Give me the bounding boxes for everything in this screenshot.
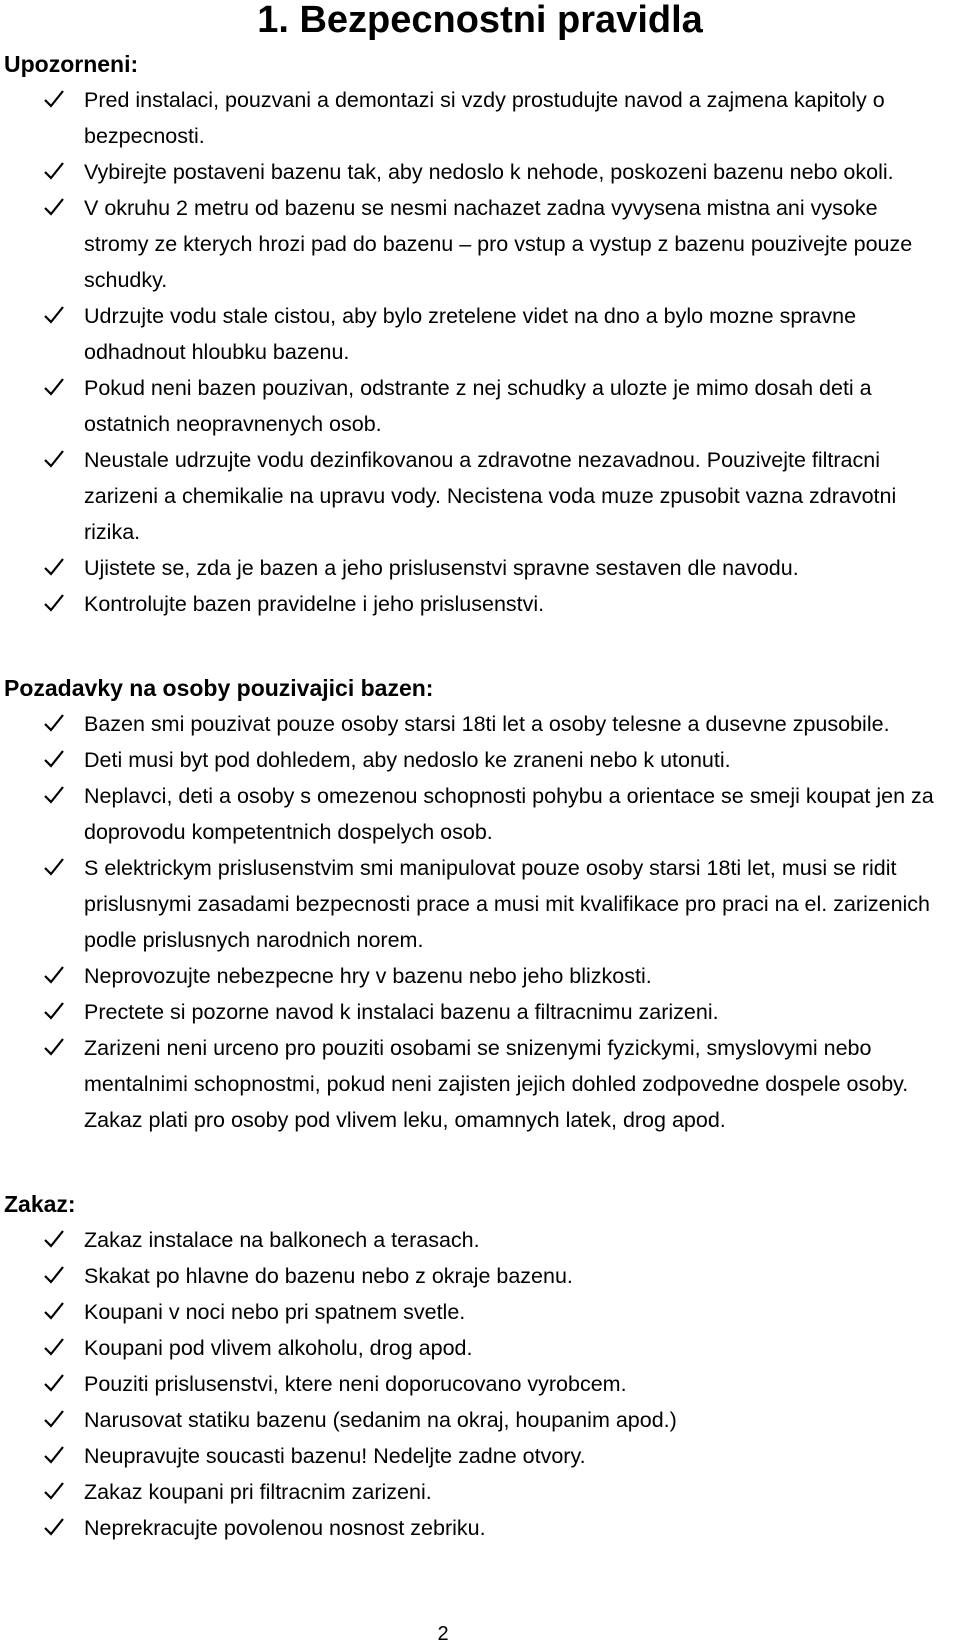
item-text: Neplavci, deti a osoby s omezenou schopnosti pohybu a orientace se smeji koupat jen za doprovodu kompetentnich dospelych osob.: [84, 784, 934, 844]
item-text: Prectete si pozorne navod k instalaci bazenu a filtracnimu zarizeni.: [84, 1000, 719, 1024]
item-list: [0, 82, 960, 622]
item-text: Bazen smi pouzivat pouze osoby starsi 18ti let a osoby telesne a dusevne zpusobile.: [84, 712, 890, 736]
document-title: 1. Bezpecnostni pravidla: [257, 0, 703, 41]
list-item: [0, 442, 960, 550]
item-text: S elektrickym prislusenstvim smi manipulovat pouze osoby starsi 18ti let, musi se ridit prislusnymi zasadami bezpecnosti prace a musi mit kvalifikace pro praci na el. zarizenich podle prislusnych narodnich norem.: [84, 856, 931, 952]
checkmark-icon: [43, 1001, 65, 1021]
item-text: Skakat po hlavne do bazenu nebo z okraje bazenu.: [84, 1264, 573, 1288]
item-text: Koupani pod vlivem alkoholu, drog apod.: [84, 1336, 473, 1360]
list-item: [0, 370, 960, 442]
checkmark-icon: [43, 857, 65, 877]
item-text: Neprekracujte povolenou nosnost zebriku.: [84, 1516, 486, 1540]
checkmark-icon: [43, 557, 65, 577]
item-text: Zakaz instalace na balkonech a terasach.: [84, 1228, 480, 1252]
list-item: [0, 550, 960, 586]
section-heading: Pozadavky na osoby pouzivajici bazen:: [4, 675, 434, 701]
list-item: [0, 82, 960, 154]
checkmark-icon: [43, 1409, 65, 1429]
item-text: Koupani v noci nebo pri spatnem svetle.: [84, 1300, 466, 1324]
page-number: 2: [437, 1623, 449, 1645]
checkmark-icon: [43, 785, 65, 805]
checkmark-icon: [43, 1517, 65, 1537]
checkmark-icon: [43, 449, 65, 469]
checkmark-icon: [43, 749, 65, 769]
item-text: Zakaz koupani pri filtracnim zarizeni.: [84, 1480, 432, 1504]
section-pozadavky: [0, 672, 960, 1138]
checkmark-icon: [43, 965, 65, 985]
item-text: Udrzujte vodu stale cistou, aby bylo zretelene videt na dno a bylo mozne spravne odhadnout hloubku bazenu.: [84, 304, 857, 364]
list-item: [0, 1330, 960, 1366]
item-text: Pred instalaci, pouzvani a demontazi si vzdy prostudujte navod a zajmena kapitoly o bezpecnosti.: [84, 88, 885, 148]
item-list: [0, 706, 960, 1138]
list-item: [0, 742, 960, 778]
checkmark-icon: [43, 1265, 65, 1285]
checkmark-icon: [43, 1301, 65, 1321]
item-text: Pouziti prislusenstvi, ktere neni doporucovano vyrobcem.: [84, 1372, 627, 1396]
checkmark-icon: [43, 377, 65, 397]
checkmark-icon: [43, 713, 65, 733]
checkmark-icon: [43, 305, 65, 325]
item-text: Ujistete se, zda je bazen a jeho prislusenstvi spravne sestaven dle navodu.: [84, 556, 799, 580]
checkmark-icon: [43, 1037, 65, 1057]
checkmark-icon: [43, 89, 65, 109]
list-item: [0, 778, 960, 850]
list-item: [0, 1474, 960, 1510]
checkmark-icon: [43, 593, 65, 613]
item-text: V okruhu 2 metru od bazenu se nesmi nachazet zadna vyvysena mistna ani vysoke stromy ze kterych hrozi pad do bazenu – pro vstup a vystup z bazenu pouzivejte pouze schudky.: [84, 196, 913, 292]
section-zakaz: [0, 1188, 960, 1546]
item-text: Neprovozujte nebezpecne hry v bazenu nebo jeho blizkosti.: [84, 964, 652, 988]
list-item: [0, 154, 960, 190]
list-item: [0, 1438, 960, 1474]
checkmark-icon: [43, 161, 65, 181]
checkmark-icon: [43, 1481, 65, 1501]
list-item: [0, 1258, 960, 1294]
checkmark-icon: [43, 197, 65, 217]
item-text: Pokud neni bazen pouzivan, odstrante z nej schudky a ulozte je mimo dosah deti a ostatnich neopravnenych osob.: [84, 376, 872, 436]
item-text: Zarizeni neni urceno pro pouziti osobami se snizenymi fyzickymi, smyslovymi nebo mentalnimi schopnostmi, pokud neni zajisten jejich dohled zodpovedne dospele osoby. Zakaz plati pro osoby pod vlivem leku, omamnych latek, drog apod.: [84, 1036, 909, 1132]
list-item: [0, 586, 960, 622]
list-item: [0, 706, 960, 742]
list-item: [0, 190, 960, 298]
list-item: [0, 1030, 960, 1138]
checkmark-icon: [43, 1337, 65, 1357]
list-item: [0, 298, 960, 370]
section-upozorneni: [0, 48, 960, 622]
section-heading: Zakaz:: [4, 1191, 76, 1217]
list-item: [0, 1510, 960, 1546]
list-item: [0, 958, 960, 994]
item-text: Narusovat statiku bazenu (sedanim na okraj, houpanim apod.): [84, 1408, 677, 1432]
list-item: [0, 850, 960, 958]
checkmark-icon: [43, 1229, 65, 1249]
item-text: Vybirejte postaveni bazenu tak, aby nedoslo k nehode, poskozeni bazenu nebo okoli.: [84, 160, 894, 184]
list-item: [0, 1402, 960, 1438]
item-text: Kontrolujte bazen pravidelne i jeho prislusenstvi.: [84, 592, 545, 616]
checkmark-icon: [43, 1373, 65, 1393]
item-text: Neustale udrzujte vodu dezinfikovanou a zdravotne nezavadnou. Pouzivejte filtracni zarizeni a chemikalie na upravu vody. Necistena voda muze zpusobit vazna zdravotni rizika.: [84, 448, 897, 544]
item-text: Neupravujte soucasti bazenu! Nedeljte zadne otvory.: [84, 1444, 586, 1468]
item-text: Deti musi byt pod dohledem, aby nedoslo ke zraneni nebo k utonuti.: [84, 748, 731, 772]
list-item: [0, 1366, 960, 1402]
list-item: [0, 1294, 960, 1330]
item-list: [0, 1222, 960, 1546]
list-item: [0, 1222, 960, 1258]
checkmark-icon: [43, 1445, 65, 1465]
section-heading: Upozorneni:: [4, 51, 139, 77]
list-item: [0, 994, 960, 1030]
